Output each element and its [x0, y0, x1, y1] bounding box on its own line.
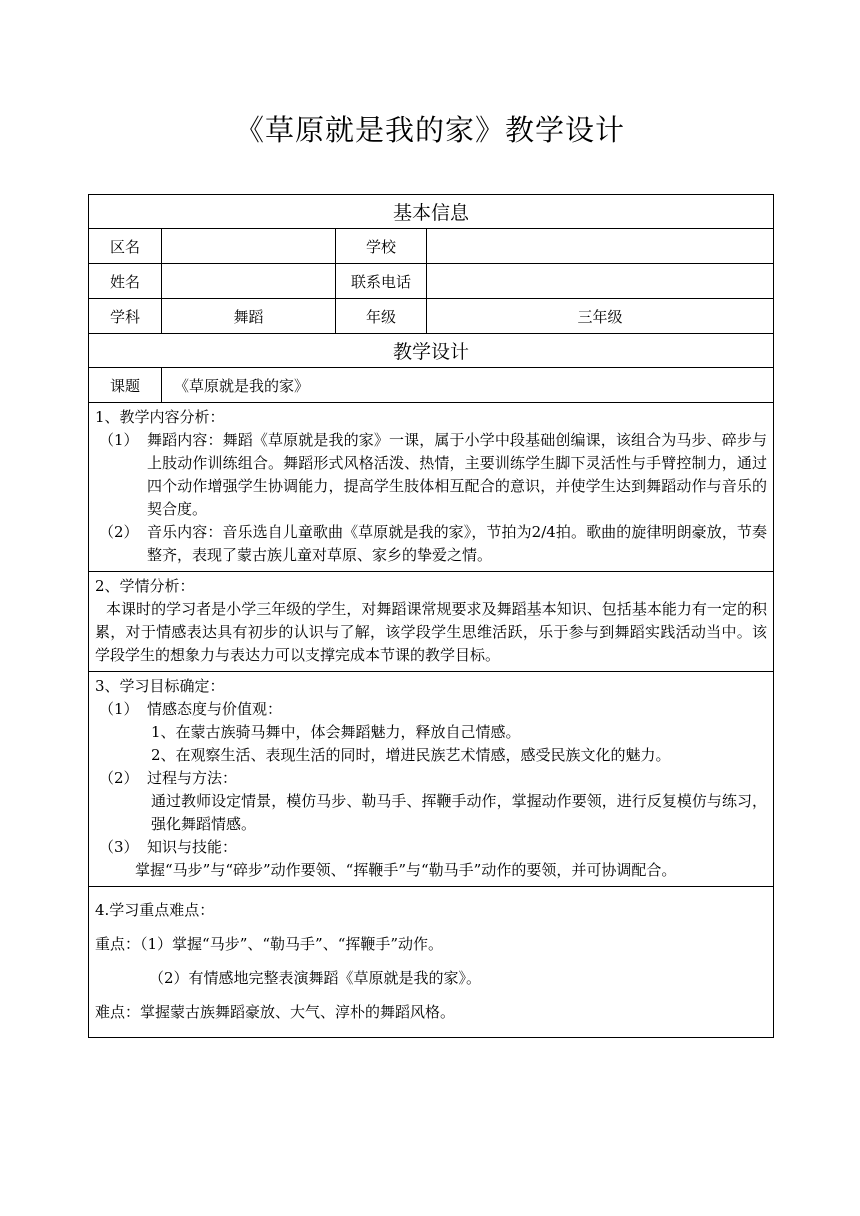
item-number: （1） [99, 700, 139, 718]
basic-info-heading: 基本信息 [89, 195, 774, 229]
emotion-goal-1: 1、在蒙古族骑马舞中，体会舞蹈魅力，释放自己情感。 [151, 723, 521, 741]
phone-value [427, 264, 774, 299]
objectives-section [89, 672, 774, 887]
content-analysis-section [89, 403, 774, 572]
key-points-section [89, 887, 774, 1038]
school-label: 学校 [336, 229, 427, 264]
item-number: （2） [99, 769, 139, 787]
process-title: 过程与方法： [147, 769, 238, 787]
subject-label: 学科 [89, 299, 162, 334]
key-point-2: （2）有情感地完整表演舞蹈《草原就是我的家》。 [149, 969, 482, 987]
grade-value: 三年级 [427, 299, 774, 334]
emotion-goal-2: 2、在观察生活、表现生活的同时，增进民族艺术情感，感受民族文化的魅力。 [151, 746, 671, 764]
knowledge-title: 知识与技能： [147, 838, 238, 856]
list-item [95, 698, 767, 721]
list-item [95, 521, 767, 567]
content-analysis-heading: 1、教学内容分析： [95, 408, 225, 426]
topic-label: 课题 [89, 368, 162, 403]
subject-value: 舞蹈 [162, 299, 336, 334]
item-number: （1） [99, 431, 139, 449]
knowledge-text: 掌握“马步”与“碎步”动作要领、“挥鞭手”与“勒马手”动作的要领，并可协调配合。 [135, 861, 677, 879]
district-value [162, 229, 336, 264]
dance-content-text: 舞蹈内容：舞蹈《草原就是我的家》一课，属于小学中段基础创编课，该组合为马步、碎步与上肢动作训练组合。舞蹈形式风格活泼、热情，主要训练学生脚下灵活性与手臂控制力，通过四个动作增强学生协调能力，提高学生肢体相互配合的意识，并使学生达到舞蹈动作与音乐的契合度。 [147, 431, 768, 518]
process-text: 通过教师设定情景，模仿马步、勒马手、挥鞭手动作，掌握动作要领，进行反复模仿与练习，强化舞蹈情感。 [151, 792, 768, 833]
item-number: （3） [99, 838, 139, 856]
document-title: 《草原就是我的家》教学设计 [234, 113, 625, 147]
phone-label: 联系电话 [336, 264, 427, 299]
grade-label: 年级 [336, 299, 427, 334]
emotion-title: 情感态度与价值观： [147, 700, 283, 718]
name-label: 姓名 [89, 264, 162, 299]
music-content-text: 音乐内容：音乐选自儿童歌曲《草原就是我的家》，节拍为2/4拍。歌曲的旋律明朗豪放，节奏整齐，表现了蒙古族儿童对草原、家乡的挚爱之情。 [147, 523, 768, 564]
student-analysis-heading: 2、学情分析： [95, 577, 195, 595]
difficulty-point: 难点：掌握蒙古族舞蹈豪放、大气、淳朴的舞蹈风格。 [95, 1003, 456, 1021]
lesson-plan-table [88, 194, 774, 1038]
teaching-design-heading: 教学设计 [89, 334, 774, 368]
list-item [95, 836, 767, 859]
student-analysis-section [89, 572, 774, 672]
district-label: 区名 [89, 229, 162, 264]
list-item [95, 767, 767, 790]
item-number: （2） [99, 523, 139, 541]
list-item [95, 429, 767, 521]
key-point-1: 重点：（1）掌握“马步”、“勒马手”、“挥鞭手”动作。 [95, 935, 444, 953]
key-points-heading: 4.学习重点难点： [95, 901, 215, 919]
school-value [427, 229, 774, 264]
name-value [162, 264, 336, 299]
topic-value: 《草原就是我的家》 [162, 368, 774, 403]
student-analysis-text: 本课时的学习者是小学三年级的学生，对舞蹈课常规要求及舞蹈基本知识、包括基本能力有一定的积累，对于情感表达具有初步的认识与了解，该学段学生思维活跃，乐于参与到舞蹈实践活动当中。该学段学生的想象力与表达力可以支撑完成本节课的教学目标。 [95, 600, 768, 664]
objectives-heading: 3、学习目标确定： [95, 677, 225, 695]
